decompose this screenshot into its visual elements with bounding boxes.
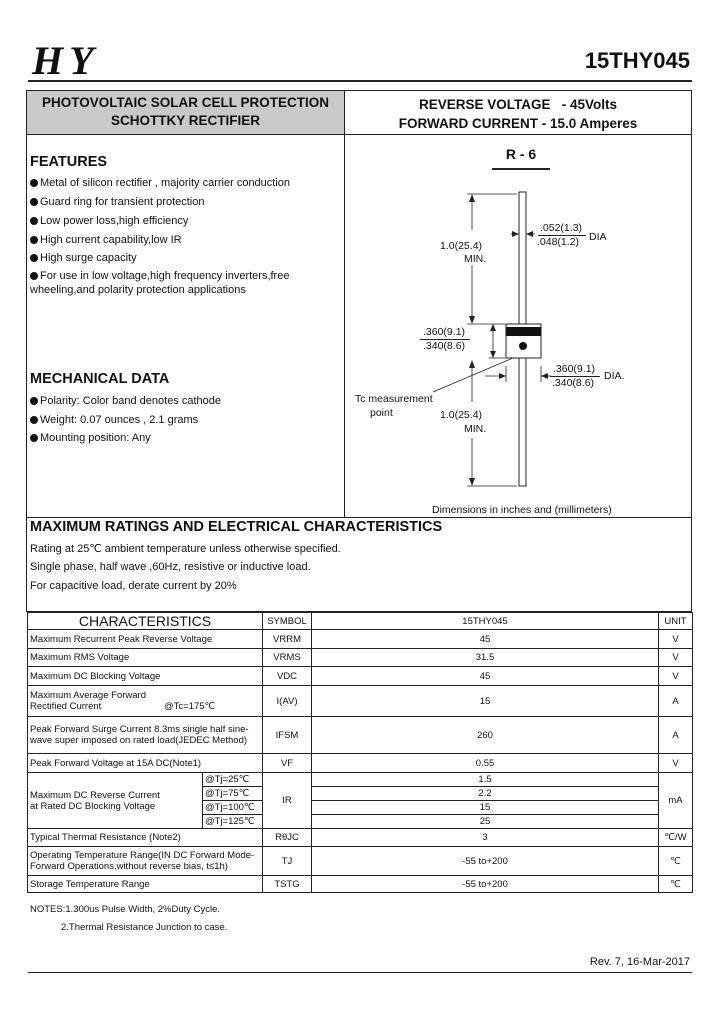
row-label: Maximum DC Reverse Current at Rated DC Blocking Voltage	[28, 773, 203, 829]
row-value: 260	[312, 717, 659, 754]
package-name: R - 6	[492, 146, 550, 170]
lead-dia-max: .052(1.3)	[540, 222, 583, 234]
characteristics-table	[27, 612, 693, 893]
row-unit: ℃	[659, 847, 693, 876]
row-symbol: RθJC	[263, 829, 312, 847]
row-value: 31.5	[312, 649, 659, 667]
row-label: Peak Forward Voltage at 15A DC(Note1)	[28, 754, 263, 773]
row-unit: A	[659, 686, 693, 717]
bullet-icon	[30, 236, 38, 244]
row-condition: @Tc=175℃	[164, 701, 216, 712]
row-label: Storage Temperature Range	[28, 876, 263, 893]
row-label: Maximum Recurrent Peak Reverse Voltage	[28, 630, 263, 649]
body-dia-unit: DIA.	[604, 370, 625, 382]
header-part: 15THY045	[312, 613, 659, 630]
row-symbol: I(AV)	[263, 686, 312, 717]
feature-item-continuation: wheeling,and polarity protection applications	[30, 284, 246, 296]
bullet-icon	[30, 397, 38, 405]
row-symbol: IFSM	[263, 717, 312, 754]
table-row	[28, 649, 693, 667]
rating-condition: Rating at 25℃ ambient temperature unless otherwise specified.	[30, 543, 341, 555]
product-title	[27, 91, 344, 135]
body-dia-max: .360(9.1)	[553, 363, 596, 375]
row-symbol: VF	[263, 754, 312, 773]
row-symbol: IR	[263, 773, 312, 829]
forward-current-summary: FORWARD CURRENT - 15.0 Amperes	[398, 116, 638, 131]
row-value: 1.5	[312, 773, 659, 787]
row-label: Peak Forward Surge Current 8.3ms single half sine- wave super imposed on rated load(JEDEC Method)	[28, 717, 263, 754]
row-unit: V	[659, 754, 693, 773]
row-value: -55 to+200	[312, 847, 659, 876]
header-unit: UNIT	[659, 613, 693, 630]
ratings-heading: MAXIMUM RATINGS AND ELECTRICAL CHARACTERISTICS	[30, 519, 443, 535]
row-value: 45	[312, 667, 659, 686]
row-unit: mA	[659, 773, 693, 829]
feature-item: High current capability,low IR	[30, 233, 330, 251]
tc-label-line1: Tc measurement	[355, 393, 433, 405]
row-unit: ℃	[659, 876, 693, 893]
mechanical-list	[30, 394, 330, 445]
note-1: NOTES:1.300us Pulse Width, 2%Duty Cycle.	[30, 904, 221, 915]
row-condition: @Tj=125℃	[203, 815, 263, 829]
row-condition: @Tj=25℃	[203, 773, 263, 787]
feature-item: Low power loss,high efficiency	[30, 214, 330, 233]
package-outline-diagram	[345, 170, 691, 515]
company-logo	[30, 40, 170, 80]
header-divider	[28, 80, 692, 82]
header-characteristics: CHARACTERISTICS	[28, 613, 263, 630]
features-heading: FEATURES	[30, 154, 108, 170]
row-symbol: VDC	[263, 667, 312, 686]
row-value: 15	[312, 686, 659, 717]
row-value: 2.2	[312, 787, 659, 801]
row-label: Maximum DC Blocking Voltage	[28, 667, 263, 686]
bullet-icon	[30, 198, 38, 206]
row-unit: V	[659, 667, 693, 686]
table-row	[28, 754, 693, 773]
top-lead-length: 1.0(25.4)	[440, 240, 483, 252]
product-title-line1: PHOTOVOLTAIC SOLAR CELL PROTECTION	[41, 95, 329, 110]
table-row	[28, 630, 693, 649]
feature-item: Guard ring for transient protection	[30, 195, 330, 214]
dimensions-note: Dimensions in inches and (millimeters)	[432, 504, 612, 516]
row-label: Maximum RMS Voltage	[28, 649, 263, 667]
top-lead-length-min: MIN.	[464, 253, 487, 265]
part-number: 15THY045	[584, 48, 690, 73]
row-unit: V	[659, 649, 693, 667]
row-condition: @Tj=100℃	[203, 801, 263, 815]
row-symbol: VRRM	[263, 630, 312, 649]
table-row	[28, 829, 693, 847]
body-length-max: .360(9.1)	[423, 326, 466, 338]
mechanical-item: Polarity: Color band denotes cathode	[30, 394, 330, 413]
row-unit: ℃/W	[659, 829, 693, 847]
row-label: Typical Thermal Resistance (Note2)	[28, 829, 263, 847]
reverse-voltage-summary: REVERSE VOLTAGE - 45Volts	[418, 97, 618, 112]
table-row	[28, 686, 693, 717]
bullet-icon	[30, 272, 38, 280]
feature-item: Metal of silicon rectifier , majority carrier conduction	[30, 176, 330, 195]
footer-divider	[28, 972, 692, 973]
rating-condition: Single phase, half wave ,60Hz, resistive or inductive load.	[30, 561, 311, 573]
note-2: 2.Thermal Resistance Junction to case.	[61, 922, 228, 933]
bottom-lead-length-min: MIN.	[464, 423, 487, 435]
body-length-min: .340(8.6)	[423, 340, 466, 352]
features-list	[30, 176, 330, 297]
row-value: 3	[312, 829, 659, 847]
mechanical-item: Weight: 0.07 ounces , 2.1 grams	[30, 413, 330, 431]
row-symbol: TSTG	[263, 876, 312, 893]
tc-measurement-point	[519, 342, 527, 350]
header-symbol: SYMBOL	[263, 613, 312, 630]
row-value: 15	[312, 801, 659, 815]
revision: Rev. 7, 16-Mar-2017	[589, 956, 690, 968]
logo-text: HY	[32, 40, 100, 80]
row-label: Maximum Average Forward Rectified Current @Tc=175℃	[28, 686, 263, 717]
row-symbol: TJ	[263, 847, 312, 876]
row-label: Operating Temperature Range(IN DC Forward Mode- Forward Operations,without reverse bias, t≤1h)	[28, 847, 263, 876]
row-value: 45	[312, 630, 659, 649]
lead-dia-unit: DIA	[589, 231, 607, 243]
bullet-icon	[30, 217, 38, 225]
table-header-row	[28, 613, 693, 630]
row-unit: A	[659, 717, 693, 754]
row-unit: V	[659, 630, 693, 649]
bullet-icon	[30, 434, 38, 442]
lower-lead	[519, 358, 526, 486]
table-row	[28, 773, 693, 787]
lead-dia-min: .048(1.2)	[537, 236, 580, 248]
table-row	[28, 717, 693, 754]
feature-item: For use in low voltage,high frequency inverters,free	[30, 269, 330, 283]
bullet-icon	[30, 254, 38, 262]
mechanical-item: Mounting position: Any	[30, 431, 330, 445]
cathode-band	[506, 327, 541, 336]
product-title-line2: SCHOTTKY RECTIFIER	[110, 113, 260, 128]
bottom-lead-length: 1.0(25.4)	[440, 409, 483, 421]
feature-item: High surge capacity	[30, 251, 330, 269]
bullet-icon	[30, 416, 38, 424]
row-symbol: VRMS	[263, 649, 312, 667]
table-row	[28, 847, 693, 876]
tc-label-line2: point	[370, 407, 393, 419]
body-dia-min: .340(8.6)	[552, 377, 595, 389]
ratings-summary	[345, 91, 691, 135]
row-condition: @Tj=75℃	[203, 787, 263, 801]
rating-condition: For capacitive load, derate current by 20%	[30, 580, 237, 592]
table-row	[28, 667, 693, 686]
row-value: -55 to+200	[312, 876, 659, 893]
mechanical-heading: MECHANICAL DATA	[30, 371, 170, 387]
table-row	[28, 876, 693, 893]
row-value: 0.55	[312, 754, 659, 773]
bullet-icon	[30, 179, 38, 187]
row-value: 25	[312, 815, 659, 829]
upper-lead	[519, 192, 526, 324]
